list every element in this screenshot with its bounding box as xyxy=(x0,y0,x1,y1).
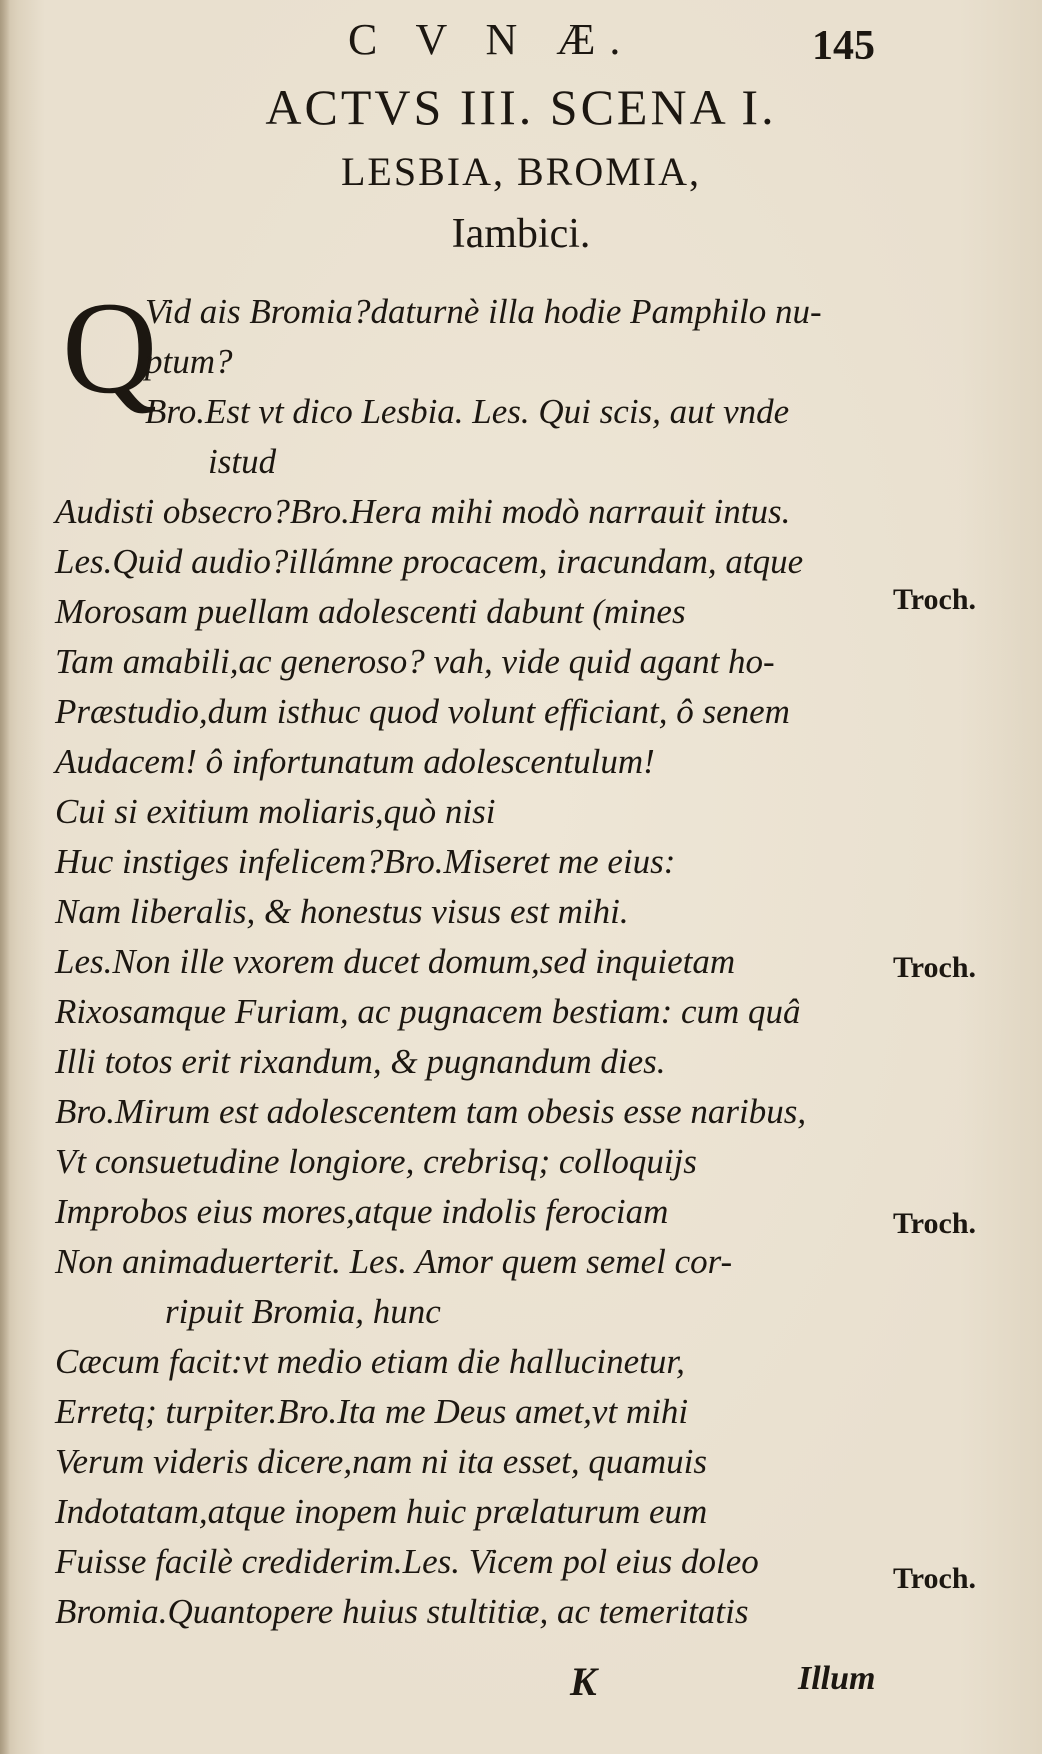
verse-line: Tam amabili,ac generoso? vah, vide quid agant ho- xyxy=(55,642,775,681)
running-title: C V N Æ. xyxy=(348,15,635,64)
verse-line: Morosam puellam adolescenti dabunt (mines xyxy=(55,592,686,631)
act-heading: ACTVS III. SCENA I. xyxy=(265,79,777,135)
verse-line: Indotatam,atque inopem huic prælaturum eum xyxy=(55,1492,708,1531)
verse-line: Præstudio,dum isthuc quod volunt efficiant, ô senem xyxy=(55,692,790,731)
verse-line: Cui si exitium moliaris,quò nisi xyxy=(55,792,496,831)
verse-line: Bro.Mirum est adolescentem tam obesis esse naribus, xyxy=(55,1092,807,1131)
drop-cap: Q xyxy=(62,274,158,421)
verse-line: ptum? xyxy=(145,342,233,381)
verse-line: Les.Quid audio?illámne procacem, iracundam, atque xyxy=(55,542,804,581)
verse-line: Illi totos erit rixandum, & pugnandum dies. xyxy=(55,1042,666,1081)
verse-line: Audacem! ô infortunatum adolescentulum! xyxy=(55,742,655,781)
verse-line: Huc instiges infelicem?Bro.Miseret me eius: xyxy=(55,842,676,881)
margin-note: Troch. xyxy=(893,951,977,984)
verse-line: Improbos eius mores,atque indolis ferociam xyxy=(55,1192,669,1231)
signature-mark: K xyxy=(570,1659,597,1704)
verse-line: Fuisse facilè crediderim.Les. Vicem pol eius doleo xyxy=(55,1542,759,1581)
verse-line: Bro.Est vt dico Lesbia. Les. Qui scis, aut vnde xyxy=(145,392,790,431)
meter-label: Iambici. xyxy=(451,211,591,257)
verse-line: Rixosamque Furiam, ac pugnacem bestiam: cum quâ xyxy=(55,992,801,1031)
catchword: Illum xyxy=(798,1660,876,1697)
verse-line: Les.Non ille vxorem ducet domum,sed inquietam xyxy=(55,942,736,981)
verse-line: Non animaduerterit. Les. Amor quem semel cor- xyxy=(55,1242,733,1281)
verse-line: Nam liberalis, & honestus visus est mihi. xyxy=(55,892,629,931)
verse-line: Verum videris dicere,nam ni ita esset, quamuis xyxy=(55,1442,707,1481)
page-number: 145 xyxy=(812,23,875,69)
verse-line: Audisti obsecro?Bro.Hera mihi modò narrauit intus. xyxy=(55,492,791,531)
verse-line: ripuit Bromia, hunc xyxy=(165,1292,441,1331)
binding-gutter xyxy=(0,0,10,1754)
verse-line: Vt consuetudine longiore, crebrisq; colloquijs xyxy=(55,1142,697,1181)
verse-line: Cæcum facit:vt medio etiam die hallucinetur, xyxy=(55,1342,685,1381)
verse-line: Bromia.Quantopere huius stultitiæ, ac temeritatis xyxy=(55,1592,749,1631)
verse-line: Vid ais Bromia?daturnè illa hodie Pamphilo nu- xyxy=(145,292,822,331)
margin-note: Troch. xyxy=(893,583,977,616)
margin-note: Troch. xyxy=(893,1562,977,1595)
margin-note: Troch. xyxy=(893,1207,977,1240)
dramatis-personae: LESBIA, BROMIA, xyxy=(340,149,702,194)
verse-line: Erretq; turpiter.Bro.Ita me Deus amet,vt mihi xyxy=(55,1392,689,1431)
verse-line: istud xyxy=(208,442,277,481)
